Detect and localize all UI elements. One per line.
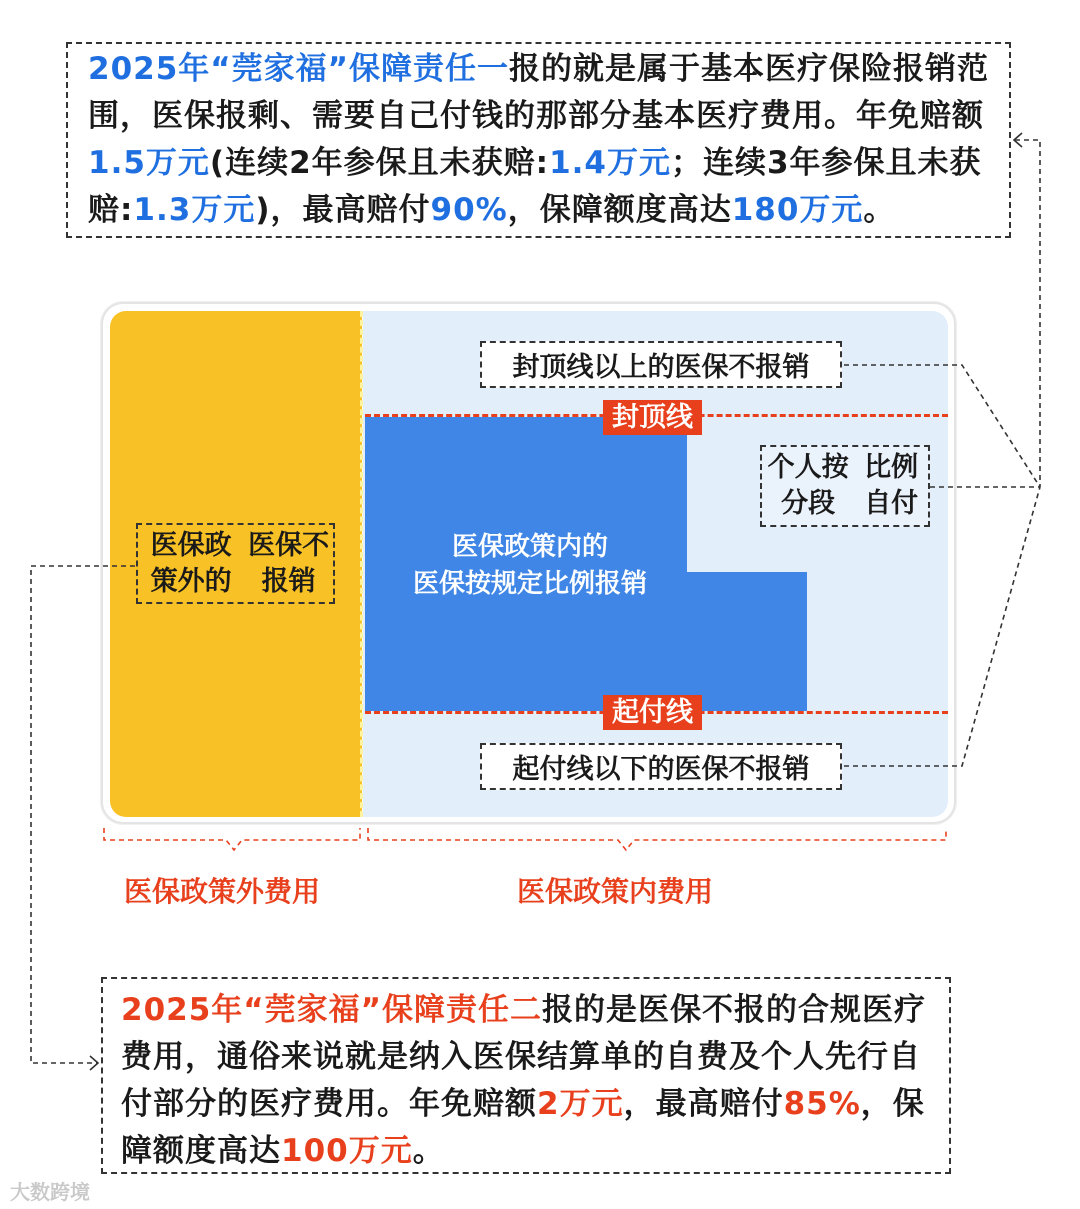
coverage-limit-2: 100万元 xyxy=(281,1133,413,1169)
responsibility-two-text-4: 。 xyxy=(412,1133,445,1169)
responsibility-one-title: 2025年“莞家福”保障责任一 xyxy=(88,51,510,87)
deductible-line-label: 起付线 xyxy=(603,695,702,730)
responsibility-one-text-6: 。 xyxy=(863,192,896,228)
brace-outside xyxy=(104,828,360,850)
reimbursed-label-line-1: 医保政策内的 xyxy=(451,532,608,562)
connector-box1 xyxy=(1015,140,1040,487)
self-pay-line-2: 比例自付 xyxy=(864,452,919,519)
responsibility-two-text-3: ，保障额度高达 xyxy=(121,1086,925,1169)
deductible-2yr-value: 1.4万元 xyxy=(549,145,671,181)
responsibility-one-text-3: ；连续3年参保且未获赔: xyxy=(88,145,982,228)
responsibility-one-text-5: ，保障额度高达 xyxy=(507,192,732,228)
brace-inside xyxy=(368,828,946,850)
responsibility-two-box xyxy=(101,977,951,1174)
responsibility-one-text-2: (连续2年参保且未获赔: xyxy=(209,145,550,181)
category-outside-label: 医保政策外费用 xyxy=(124,875,321,908)
connector-above-cap xyxy=(844,365,1040,487)
max-payout-rate-2: 85% xyxy=(783,1086,861,1122)
coverage-limit: 180万元 xyxy=(731,192,864,228)
outside-policy-line-2: 医保不报销 xyxy=(248,529,330,597)
outside-policy-line-1: 医保政策外的 xyxy=(150,529,232,597)
category-inside-label: 医保政策内费用 xyxy=(517,875,714,908)
responsibility-two-text-2: ，最高赔付 xyxy=(623,1086,784,1122)
below-deductible-note: 起付线以下的医保不报销 xyxy=(480,743,842,790)
deductible-value: 1.5万元 xyxy=(88,145,210,181)
watermark: 大数跨境 xyxy=(10,1180,90,1204)
reimbursed-label-line-2: 医保按规定比例报销 xyxy=(412,569,647,599)
above-cap-note: 封顶线以上的医保不报销 xyxy=(480,341,842,388)
responsibility-one-text-4: )，最高赔付 xyxy=(255,192,431,228)
deductible-3yr-value: 1.3万元 xyxy=(133,192,256,228)
deductible-value-2: 2万元 xyxy=(537,1086,624,1122)
responsibility-two-title: 2025年“莞家福”保障责任二 xyxy=(121,992,543,1028)
max-payout-rate: 90% xyxy=(430,192,508,228)
cap-line-label: 封顶线 xyxy=(603,400,702,435)
responsibility-one-text: 报的就是属于基本医疗保险报销范围，医保报剩、需要自己付钱的那部分基本医疗费用。年免赔额 xyxy=(88,51,990,134)
connector-below-deduct xyxy=(844,487,1040,766)
self-pay-line-1: 个人按分段 xyxy=(767,452,849,519)
responsibility-two-text: 报的是医保不报的合规医疗费用，通俗来说就是纳入医保结算单的自费及个人先行自付部分的医疗费用。年免赔额 xyxy=(121,992,927,1122)
